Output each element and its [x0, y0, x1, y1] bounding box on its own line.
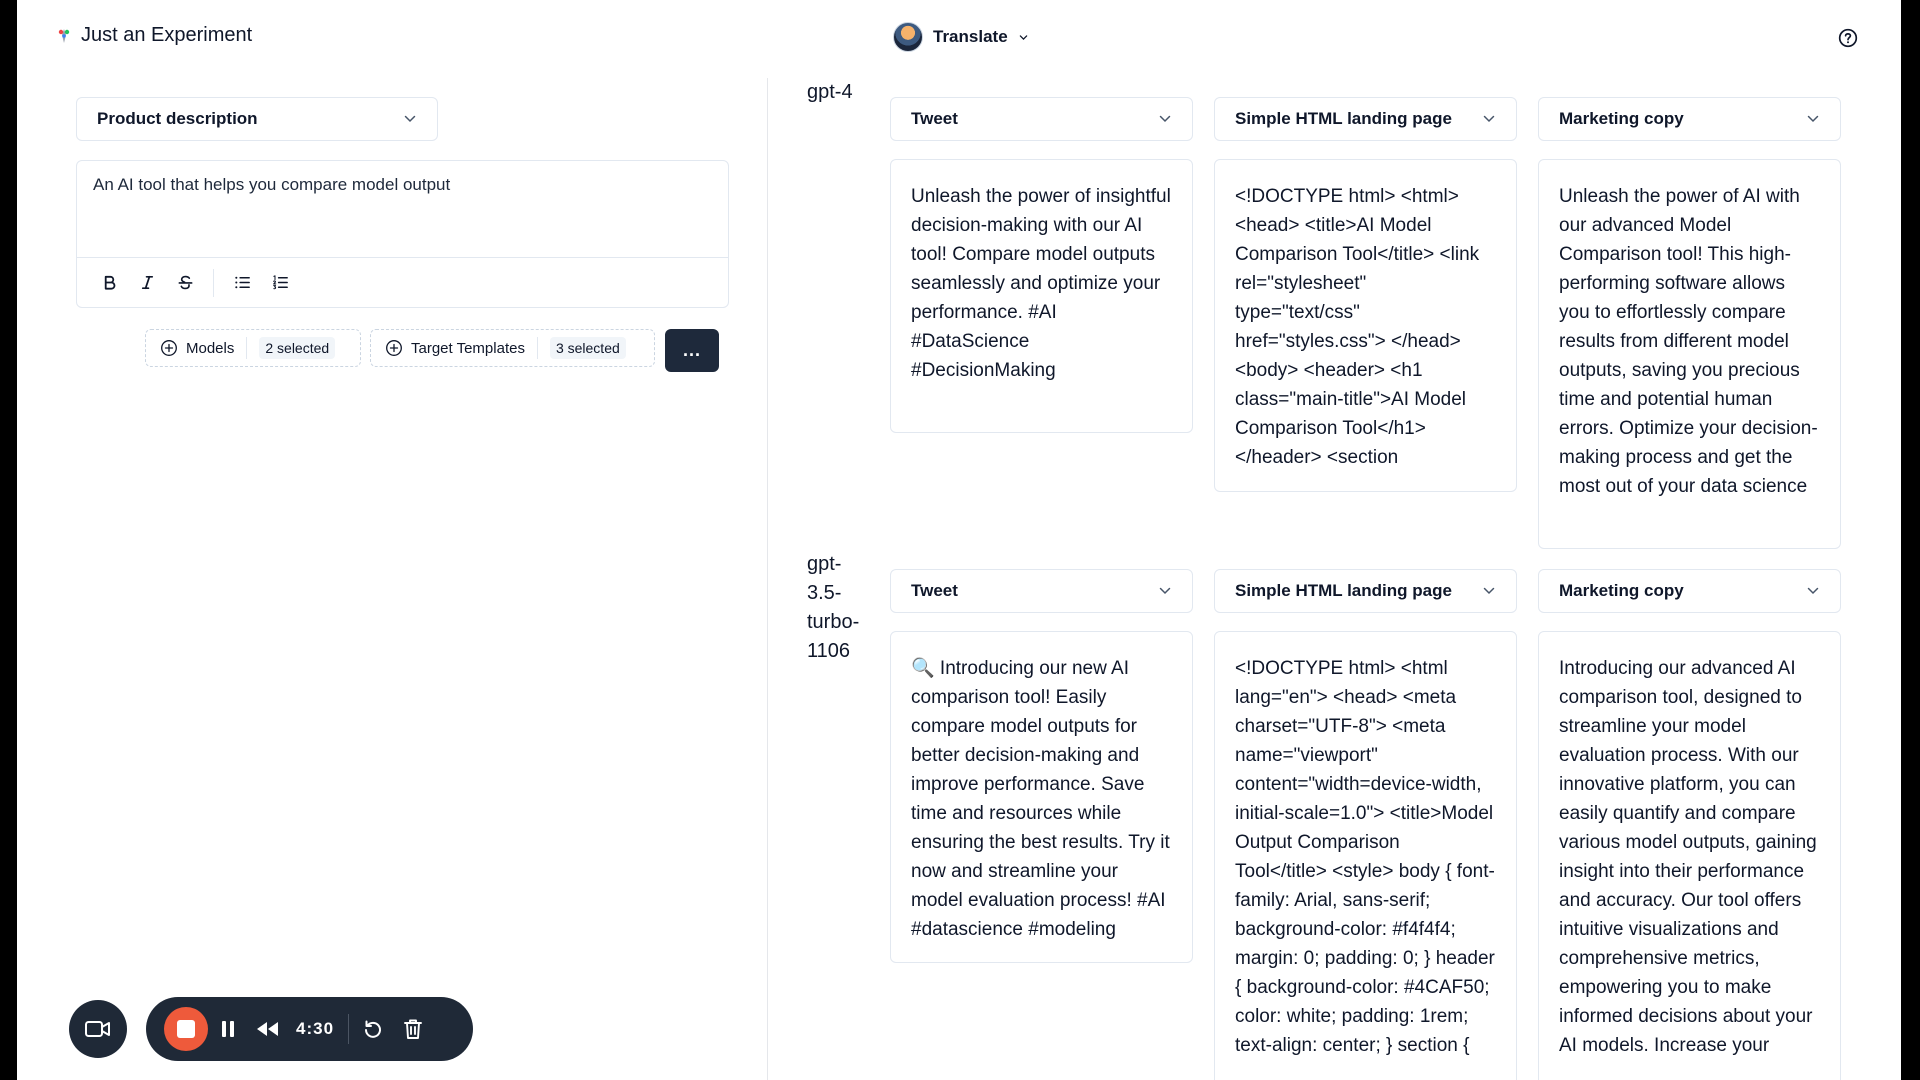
chevron-down-icon: [1806, 584, 1820, 598]
toolbar-divider: [213, 269, 214, 297]
brand[interactable]: [55, 24, 252, 47]
recording-timer: 4:30: [296, 1019, 335, 1038]
rewind-icon: [256, 1021, 280, 1037]
templates-filter-label: Target Templates: [411, 339, 525, 357]
plus-circle-icon: [160, 339, 178, 357]
italic-button[interactable]: [129, 265, 165, 301]
output-card: Introducing our advanced AI comparison tool, designed to streamline your model evaluation process. With our innovative platform, you can easily quantify and compare various model outputs, gaining insight into their performance and accuracy. Our tool offers intuitive visualizations and comprehensive metrics, empowering you to make informed decisions about your AI models. Increase your: [1538, 631, 1841, 1080]
chevron-down-icon: [1018, 32, 1029, 43]
recording-divider: [348, 1014, 349, 1044]
app-window: [17, 0, 1901, 1080]
restart-icon: [363, 1019, 383, 1039]
output-template-value: Marketing copy: [1559, 109, 1684, 128]
avatar: [893, 22, 923, 52]
camera-button[interactable]: [69, 1000, 127, 1058]
models-selected-badge: 2 selected: [259, 337, 335, 359]
input-template-value: Product description: [97, 109, 258, 128]
strikethrough-button[interactable]: [167, 265, 203, 301]
description-editor[interactable]: [76, 160, 729, 308]
bold-button[interactable]: [91, 265, 127, 301]
strikethrough-icon: [176, 273, 195, 292]
help-icon[interactable]: [1838, 28, 1858, 48]
rewind-button[interactable]: [248, 1009, 288, 1049]
mode-switcher[interactable]: [893, 22, 1029, 52]
output-template-select[interactable]: [890, 569, 1193, 613]
stop-icon: [177, 1020, 195, 1038]
panel-divider: [767, 78, 768, 1080]
recording-toolbar: [146, 997, 473, 1061]
bold-icon: [100, 273, 119, 292]
chevron-down-icon: [403, 112, 417, 126]
pill-divider: [246, 337, 247, 359]
bullet-list-button[interactable]: [224, 265, 260, 301]
trash-icon: [403, 1018, 423, 1040]
more-button[interactable]: ...: [665, 329, 719, 372]
models-filter-label: Models: [186, 339, 235, 357]
output-template-select[interactable]: [1538, 569, 1841, 613]
pause-button[interactable]: [208, 1009, 248, 1049]
video-camera-icon: [84, 1019, 112, 1039]
logo-icon: [55, 27, 73, 45]
editor-toolbar: [77, 257, 728, 307]
mode-label: Translate: [933, 27, 1008, 46]
input-template-select[interactable]: [76, 97, 438, 141]
pause-icon: [220, 1020, 236, 1038]
chevron-down-icon: [1158, 112, 1172, 126]
delete-recording-button[interactable]: [393, 1009, 433, 1049]
numbered-list-button[interactable]: [262, 265, 298, 301]
chevron-down-icon: [1482, 584, 1496, 598]
bullet-list-icon: [233, 273, 252, 292]
output-template-select[interactable]: [1214, 569, 1517, 613]
model-label-gpt-3-5: [807, 550, 877, 666]
app-title: Just an Experiment: [81, 24, 253, 46]
chevron-down-icon: [1806, 112, 1820, 126]
output-card: <!DOCTYPE html> <html> <head> <title>AI Model Comparison Tool</title> <link rel="stylesheet" type="text/css" href="styles.css"> </head> <body> <header> <h1 class="main-title">AI Model Comparison Tool</h1> </header> <section: [1214, 159, 1517, 492]
header: [17, 0, 1901, 80]
model-label-text: gpt- 3.5- turbo- 1106: [807, 553, 860, 662]
templates-selected-badge: 3 selected: [550, 337, 626, 359]
chevron-down-icon: [1482, 112, 1496, 126]
plus-circle-icon: [385, 339, 403, 357]
pill-divider: [537, 337, 538, 359]
restart-button[interactable]: [353, 1009, 393, 1049]
models-filter[interactable]: [145, 329, 361, 367]
output-template-value: Tweet: [911, 109, 958, 128]
model-label-gpt-4: gpt-4: [807, 81, 853, 103]
templates-filter[interactable]: [370, 329, 655, 367]
output-template-value: Simple HTML landing page: [1235, 109, 1452, 128]
output-template-select[interactable]: [1214, 97, 1517, 141]
editor-text[interactable]: An AI tool that helps you compare model output: [93, 175, 451, 194]
output-card: 🔍 Introducing our new AI comparison tool! Easily compare model outputs for better decision-making and improve performance. Save time and resources while ensuring the best results. Try it now and streamline your model evaluation process! #AI #datascience #modeling: [890, 631, 1193, 963]
stop-recording-button[interactable]: [164, 1007, 208, 1051]
output-card: Unleash the power of AI with our advanced Model Comparison tool! This high-performing software allows you to effortlessly compare results from different model outputs, saving you precious time and potential human errors. Optimize your decision-making process and get the most out of your data science: [1538, 159, 1841, 549]
output-template-select[interactable]: [890, 97, 1193, 141]
output-template-value: Marketing copy: [1559, 581, 1684, 600]
output-card: <!DOCTYPE html> <html lang="en"> <head> <meta charset="UTF-8"> <meta name="viewport" content="width=device-width, initial-scale=1.0"> <title>Model Output Comparison Tool</title> <style> body { font-family: Arial, sans-serif; background-color: #f4f4f4; margin: 0; padding: 0; } header { background-color: #4CAF50; color: white; padding: 1rem; text-align: center; } section {: [1214, 631, 1517, 1080]
output-template-select[interactable]: [1538, 97, 1841, 141]
italic-icon: [138, 273, 157, 292]
output-template-value: Tweet: [911, 581, 958, 600]
numbered-list-icon: [271, 273, 290, 292]
output-template-value: Simple HTML landing page: [1235, 581, 1452, 600]
output-card: Unleash the power of insightful decision-making with our AI tool! Compare model outputs seamlessly and optimize your performance. #AI #DataScience #DecisionMaking: [890, 159, 1193, 433]
chevron-down-icon: [1158, 584, 1172, 598]
